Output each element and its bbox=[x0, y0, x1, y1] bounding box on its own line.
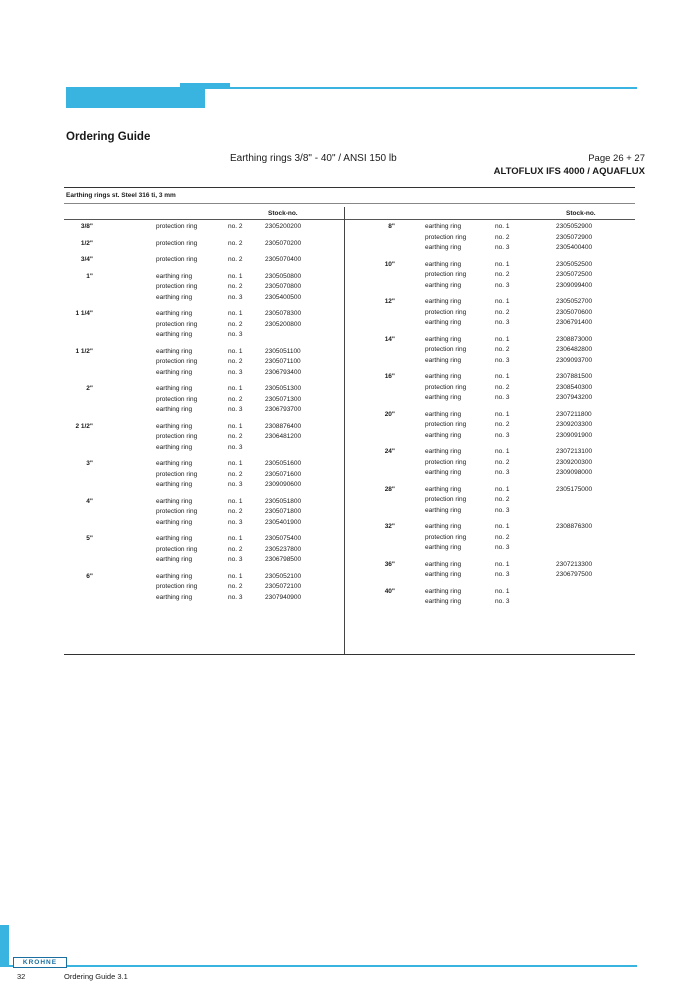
size-label: 1 1/4" bbox=[75, 310, 93, 317]
page-number: 32 bbox=[17, 972, 26, 981]
ring-number: no. 2 bbox=[228, 508, 243, 515]
stock-number: 2305070400 bbox=[265, 256, 302, 263]
stock-number: 2305051300 bbox=[265, 385, 302, 392]
ring-type: protection ring bbox=[425, 233, 467, 241]
ring-number: no. 2 bbox=[228, 320, 243, 328]
ring-type: protection ring bbox=[156, 545, 198, 553]
ring-number: no. 3 bbox=[228, 406, 243, 413]
stock-number: 2305071100 bbox=[265, 358, 301, 365]
size-label: 8" bbox=[388, 223, 395, 230]
ring-number: no. 2 bbox=[495, 458, 510, 466]
size-label: 24" bbox=[384, 448, 395, 455]
size-label: 2 1/2" bbox=[75, 422, 93, 430]
stock-number: 2305401900 bbox=[265, 518, 302, 526]
ring-number: no. 2 bbox=[495, 533, 510, 541]
ring-number: no. 1 bbox=[228, 347, 243, 355]
stock-number: 2307943200 bbox=[556, 394, 593, 401]
stock-number: 2305070200 bbox=[265, 239, 302, 247]
size-label: 36" bbox=[384, 560, 395, 568]
ring-number: no. 3 bbox=[495, 431, 510, 439]
ring-number: no. 3 bbox=[495, 244, 510, 251]
ring-type: protection ring bbox=[425, 346, 467, 353]
ring-number: no. 3 bbox=[495, 469, 510, 476]
ring-number: no. 1 bbox=[228, 422, 243, 430]
ring-type: earthing ring bbox=[156, 443, 193, 451]
ring-number: no. 3 bbox=[495, 506, 510, 514]
stock-number: 2305071300 bbox=[265, 395, 302, 403]
ring-type: earthing ring bbox=[156, 272, 193, 280]
ring-number: no. 1 bbox=[495, 448, 510, 455]
stock-header-left: Stock-no. bbox=[268, 210, 298, 217]
ring-number: no. 1 bbox=[495, 373, 510, 380]
stock-number: 2306791400 bbox=[556, 319, 593, 326]
ring-type: earthing ring bbox=[156, 572, 193, 580]
ring-type: earthing ring bbox=[425, 506, 462, 514]
ring-type: earthing ring bbox=[425, 410, 462, 418]
stock-number: 2307940900 bbox=[265, 593, 302, 601]
ring-number: no. 2 bbox=[228, 395, 243, 403]
ring-type: earthing ring bbox=[156, 310, 193, 317]
stock-number: 2308540300 bbox=[556, 383, 593, 391]
size-label: 5" bbox=[86, 535, 93, 542]
ring-type: earthing ring bbox=[425, 298, 462, 305]
ring-type: earthing ring bbox=[156, 460, 193, 467]
ring-number: no. 2 bbox=[228, 358, 243, 365]
stock-number: 2309203300 bbox=[556, 421, 593, 428]
ring-type: earthing ring bbox=[156, 347, 193, 355]
stock-number: 2305072500 bbox=[556, 271, 593, 278]
ring-number: no. 3 bbox=[495, 394, 510, 401]
stock-number: 2307213100 bbox=[556, 448, 593, 455]
ring-type: earthing ring bbox=[156, 556, 193, 563]
stock-number: 2305052900 bbox=[556, 223, 593, 230]
ring-number: no. 1 bbox=[495, 560, 510, 568]
stock-number: 2307213300 bbox=[556, 560, 593, 568]
stock-number: 2309099400 bbox=[556, 281, 593, 289]
table-top-rule bbox=[64, 187, 635, 188]
ring-number: no. 2 bbox=[495, 271, 510, 278]
ring-type: earthing ring bbox=[425, 598, 462, 605]
stock-number: 2305070800 bbox=[265, 283, 302, 290]
ring-number: no. 2 bbox=[495, 308, 510, 316]
ring-number: no. 1 bbox=[228, 460, 243, 467]
ring-type: protection ring bbox=[156, 239, 198, 247]
footer-side-bar bbox=[0, 925, 9, 966]
ring-type: earthing ring bbox=[425, 373, 462, 380]
ring-type: earthing ring bbox=[425, 319, 462, 326]
stock-number: 2306793700 bbox=[265, 406, 302, 413]
ring-number: no. 2 bbox=[495, 383, 510, 391]
page-title: Ordering Guide bbox=[66, 131, 151, 143]
ring-number: no. 1 bbox=[228, 572, 243, 580]
ring-type: earthing ring bbox=[425, 544, 462, 551]
size-label: 14" bbox=[384, 335, 395, 343]
ring-number: no. 1 bbox=[228, 310, 243, 317]
stock-number: 2307881500 bbox=[556, 373, 593, 380]
ring-type: protection ring bbox=[425, 308, 467, 316]
ring-number: no. 1 bbox=[228, 385, 243, 392]
ring-number: no. 2 bbox=[495, 346, 510, 353]
product-names: ALTOFLUX IFS 4000 / AQUAFLUX bbox=[493, 166, 645, 177]
stock-number: 2305078300 bbox=[265, 310, 302, 317]
ring-number: no. 1 bbox=[228, 272, 243, 280]
size-label: 20" bbox=[384, 410, 395, 418]
stock-number: 2308873000 bbox=[556, 335, 593, 343]
ring-type: earthing ring bbox=[156, 293, 193, 301]
stock-number: 2305052700 bbox=[556, 298, 593, 305]
stock-number: 2309200300 bbox=[556, 458, 593, 466]
ring-number: no. 3 bbox=[228, 518, 243, 526]
ring-number: no. 1 bbox=[495, 410, 510, 418]
ring-number: no. 1 bbox=[495, 260, 510, 268]
stock-number: 2305071800 bbox=[265, 508, 302, 515]
stock-number: 2305072100 bbox=[265, 583, 302, 590]
ring-type: earthing ring bbox=[156, 497, 193, 505]
ring-number: no. 1 bbox=[495, 523, 510, 530]
stock-number: 2306793400 bbox=[265, 368, 302, 376]
stock-number: 2305051600 bbox=[265, 460, 302, 467]
header-accent-block bbox=[66, 89, 205, 108]
header-rule bbox=[64, 219, 635, 220]
ring-number: no. 1 bbox=[495, 223, 510, 230]
ring-number: no. 1 bbox=[228, 497, 243, 505]
ring-number: no. 3 bbox=[228, 593, 243, 601]
size-label: 3" bbox=[86, 460, 93, 467]
stock-number: 2306797500 bbox=[556, 571, 593, 578]
stock-number: 2308876300 bbox=[556, 523, 593, 530]
size-label: 1" bbox=[86, 272, 93, 280]
stock-number: 2305200800 bbox=[265, 320, 302, 328]
size-label: 28" bbox=[384, 485, 395, 493]
stock-number: 2306482800 bbox=[556, 346, 593, 353]
stock-number: 2306481200 bbox=[265, 433, 302, 440]
ring-number: no. 1 bbox=[228, 535, 243, 542]
ring-type: protection ring bbox=[425, 383, 467, 391]
stock-number: 2309090600 bbox=[265, 481, 302, 488]
stock-number: 2307211800 bbox=[556, 410, 592, 418]
ring-type: protection ring bbox=[425, 458, 467, 466]
ring-number: no. 3 bbox=[228, 556, 243, 563]
footer-title: Ordering Guide 3.1 bbox=[64, 972, 128, 981]
stock-number: 2305075400 bbox=[265, 535, 302, 542]
ring-number: no. 3 bbox=[228, 481, 243, 488]
ring-number: no. 3 bbox=[495, 281, 510, 289]
stock-number: 2305052500 bbox=[556, 260, 593, 268]
size-label: 1/2" bbox=[80, 239, 93, 247]
ring-type: protection ring bbox=[156, 223, 198, 230]
stock-number: 2305050800 bbox=[265, 272, 302, 280]
ring-number: no. 2 bbox=[495, 421, 510, 428]
ring-type: protection ring bbox=[156, 433, 198, 440]
size-label: 3/4" bbox=[80, 256, 93, 263]
ring-type: protection ring bbox=[425, 533, 467, 541]
ring-type: earthing ring bbox=[425, 523, 462, 530]
ring-type: earthing ring bbox=[156, 385, 193, 392]
stock-number: 2305200200 bbox=[265, 223, 302, 230]
ring-number: no. 3 bbox=[495, 571, 510, 578]
ring-type: protection ring bbox=[156, 395, 198, 403]
ring-number: no. 1 bbox=[495, 298, 510, 305]
ring-number: no. 3 bbox=[228, 443, 243, 451]
stock-number: 2305400500 bbox=[265, 293, 302, 301]
stock-number: 2309091900 bbox=[556, 431, 593, 439]
table-subtitle: Earthing rings 3/8" - 40" / ANSI 150 lb bbox=[230, 153, 397, 164]
ring-type: earthing ring bbox=[425, 281, 462, 289]
ring-number: no. 3 bbox=[228, 331, 243, 338]
size-label: 40" bbox=[384, 587, 395, 595]
ring-number: no. 3 bbox=[495, 319, 510, 326]
ring-type: earthing ring bbox=[425, 260, 462, 268]
ring-type: earthing ring bbox=[156, 422, 193, 430]
ring-type: protection ring bbox=[156, 256, 198, 263]
ring-type: earthing ring bbox=[156, 593, 193, 601]
ring-type: earthing ring bbox=[156, 481, 193, 488]
ring-number: no. 1 bbox=[495, 335, 510, 343]
ring-number: no. 2 bbox=[228, 223, 243, 230]
stock-number: 2309098000 bbox=[556, 469, 593, 476]
ring-type: protection ring bbox=[156, 583, 198, 590]
ring-number: no. 2 bbox=[495, 496, 510, 503]
stock-number: 2305237800 bbox=[265, 545, 302, 553]
ring-type: earthing ring bbox=[425, 571, 462, 578]
stock-number: 2305071600 bbox=[265, 470, 302, 478]
ring-type: earthing ring bbox=[425, 587, 462, 595]
stock-number: 2305052100 bbox=[265, 572, 302, 580]
table-bottom-rule bbox=[64, 654, 635, 655]
ring-type: earthing ring bbox=[425, 223, 462, 230]
ring-number: no. 3 bbox=[228, 293, 243, 301]
ring-number: no. 2 bbox=[228, 283, 243, 290]
ring-type: protection ring bbox=[156, 283, 198, 290]
ring-type: protection ring bbox=[425, 496, 467, 503]
ring-type: earthing ring bbox=[425, 560, 462, 568]
ring-type: earthing ring bbox=[425, 469, 462, 476]
ring-number: no. 2 bbox=[228, 470, 243, 478]
stock-number: 2309093700 bbox=[556, 356, 593, 364]
stock-number: 2306798500 bbox=[265, 556, 302, 563]
ring-type: earthing ring bbox=[156, 406, 193, 413]
ring-number: no. 2 bbox=[228, 545, 243, 553]
ring-number: no. 3 bbox=[228, 368, 243, 376]
page-reference: Page 26 + 27 bbox=[588, 153, 645, 164]
size-label: 2" bbox=[86, 385, 93, 392]
stock-number: 2305051800 bbox=[265, 497, 302, 505]
footer-accent-line bbox=[0, 965, 637, 967]
ring-type: protection ring bbox=[156, 470, 198, 478]
stock-number: 2305070600 bbox=[556, 308, 593, 316]
ring-number: no. 2 bbox=[228, 256, 243, 263]
size-label: 1 1/2" bbox=[75, 347, 93, 355]
size-label: 3/8" bbox=[80, 223, 93, 230]
ring-number: no. 1 bbox=[495, 587, 510, 595]
size-label: 6" bbox=[86, 572, 93, 580]
ring-type: protection ring bbox=[425, 271, 467, 278]
section-rule bbox=[64, 203, 635, 204]
ring-type: earthing ring bbox=[425, 394, 462, 401]
size-label: 10" bbox=[384, 260, 395, 268]
ring-type: earthing ring bbox=[425, 335, 462, 343]
ring-type: earthing ring bbox=[425, 485, 462, 493]
column-separator bbox=[344, 207, 345, 654]
header-accent-tab bbox=[180, 83, 230, 88]
stock-number: 2308876400 bbox=[265, 422, 302, 430]
ring-type: protection ring bbox=[156, 320, 198, 328]
ring-type: earthing ring bbox=[156, 518, 193, 526]
size-label: 4" bbox=[86, 497, 93, 505]
krohne-logo: KROHNE bbox=[13, 957, 67, 968]
ring-number: no. 1 bbox=[495, 485, 510, 493]
ring-type: earthing ring bbox=[156, 368, 193, 376]
ring-type: protection ring bbox=[156, 358, 198, 365]
ring-number: no. 3 bbox=[495, 598, 510, 605]
stock-number: 2305175000 bbox=[556, 485, 593, 493]
ring-type: earthing ring bbox=[156, 535, 193, 542]
ring-number: no. 3 bbox=[495, 544, 510, 551]
ring-type: earthing ring bbox=[425, 356, 462, 364]
stock-header-right: Stock-no. bbox=[566, 210, 596, 217]
stock-number: 2305072900 bbox=[556, 233, 593, 241]
size-label: 32" bbox=[384, 523, 395, 530]
ring-type: earthing ring bbox=[425, 448, 462, 455]
stock-number: 2305400400 bbox=[556, 244, 593, 251]
ring-number: no. 2 bbox=[228, 433, 243, 440]
ring-type: protection ring bbox=[425, 421, 467, 428]
ring-number: no. 3 bbox=[495, 356, 510, 364]
size-label: 16" bbox=[384, 373, 395, 380]
section-label: Earthing rings st. Steel 316 ti, 3 mm bbox=[66, 192, 176, 199]
stock-number: 2305051100 bbox=[265, 347, 301, 355]
size-label: 12" bbox=[384, 298, 395, 305]
ring-number: no. 2 bbox=[228, 239, 243, 247]
ring-type: earthing ring bbox=[425, 244, 462, 251]
ring-type: protection ring bbox=[156, 508, 198, 515]
ring-number: no. 2 bbox=[495, 233, 510, 241]
ring-number: no. 2 bbox=[228, 583, 243, 590]
ring-type: earthing ring bbox=[156, 331, 193, 338]
ring-type: earthing ring bbox=[425, 431, 462, 439]
